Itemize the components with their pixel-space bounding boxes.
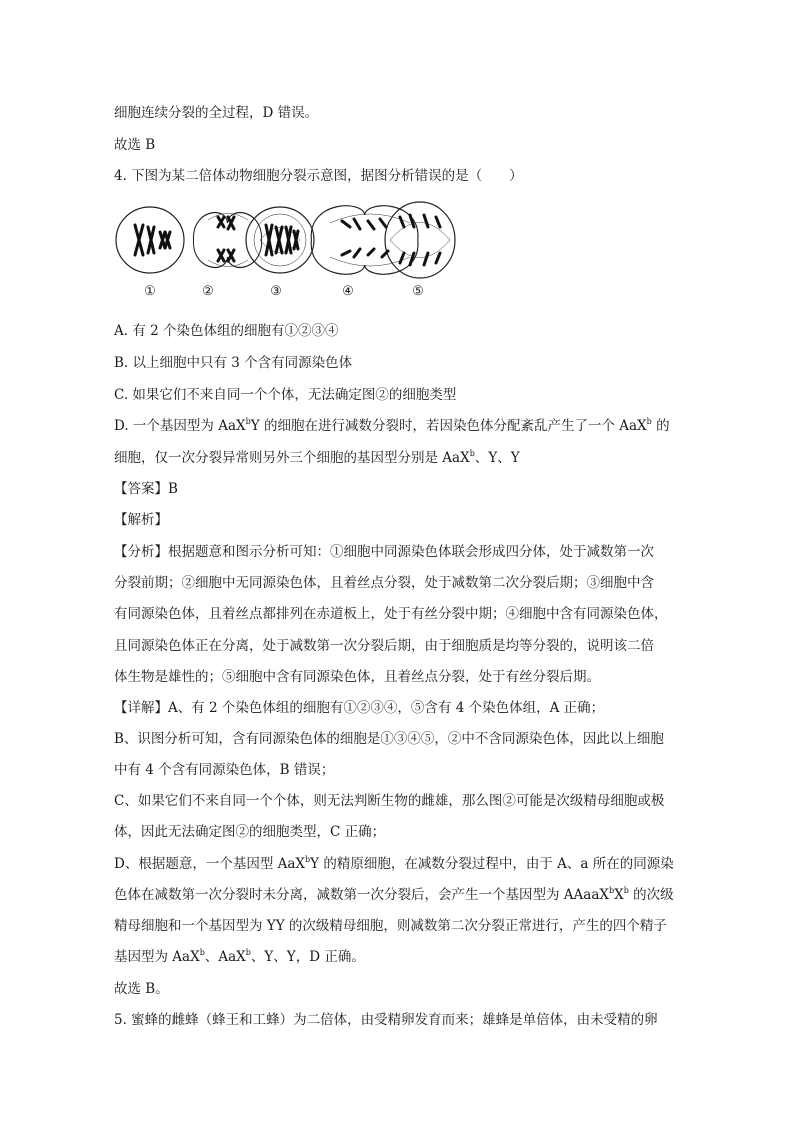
conclusion: 故选 B。	[114, 981, 169, 997]
text-line: 细胞连续分裂的全过程，D 错误。	[114, 105, 319, 121]
analysis-line: 分裂前期；②细胞中无同源染色体，且着丝点分裂，处于减数第二次分裂后期；③细胞中含	[114, 575, 654, 591]
figure-label-2: ②	[202, 284, 214, 299]
text-line: 故选 B	[114, 137, 156, 153]
analysis-heading: 【解析】	[114, 512, 168, 528]
analysis-line: 【分析】根据题意和图示分析可知：①细胞中同源染色体联会形成四分体，处于减数第一次	[114, 544, 654, 560]
analysis-line: 有同源染色体，且着丝点都排列在赤道板上，处于有丝分裂中期；④细胞中含有同源染色体，	[114, 606, 668, 622]
option-d-line-2: 细胞，仅一次分裂异常则另外三个细胞的基因型分别是 AaX$^b$、Y、Y	[114, 449, 520, 466]
figure-label-4: ④	[342, 284, 354, 299]
question-5-stem: 5. 蜜蜂的雌蜂（蜂王和工蜂）为二倍体，由受精卵发育而来；雄蜂是单倍体，由未受精的卵	[114, 1012, 658, 1028]
option-b: B. 以上细胞中只有 3 个含有同源染色体	[114, 355, 353, 371]
option-a: A. 有 2 个染色体组的细胞有①②③④	[114, 323, 339, 339]
detail-line: 体，因此无法确定图②的细胞类型，C 正确；	[114, 824, 386, 840]
figure-label-3: ③	[270, 284, 282, 299]
analysis-line: 且同源染色体正在分离，处于减数第一次分裂后期，由于细胞质是均等分裂的，说明该二倍	[114, 638, 654, 654]
analysis-line: 体生物是雄性的；⑤细胞中含有同源染色体，且着丝点分裂，处于有丝分裂后期。	[114, 669, 600, 685]
cell-4	[311, 206, 418, 274]
question-4-stem: 4. 下图为某二倍体动物细胞分裂示意图，据图分析错误的是（ ）	[114, 168, 523, 184]
detail-line: D、根据题意，一个基因型 AaX$^b$Y 的精原细胞，在减数分裂过程中，由于 A、a 所在的同源染	[114, 855, 674, 872]
figure-label-1: ①	[144, 284, 156, 299]
detail-line: 【详解】A、有 2 个染色体组的细胞有①②③④，⑤含有 4 个染色体组，A 正确；	[114, 700, 605, 716]
detail-line: 色体在减数第一次分裂时未分离，减数第一次分裂后，会产生一个基因型为 $AAaaX^bX^b$ 的次级	[114, 886, 674, 903]
detail-line: 精母细胞和一个基因型为 YY 的次级精母细胞，则减数第二次分裂正常进行，产生的四个精子	[114, 918, 667, 934]
option-c: C. 如果它们不来自同一个个体，无法确定图②的细胞类型	[114, 387, 457, 403]
option-d-line-1: D. 一个基因型为 AaX$^b$Y 的细胞在进行减数分裂时，若因染色体分配紊乱产生了一个 AaX$^b$ 的	[114, 417, 670, 434]
detail-line: 中有 4 个含有同源染色体，B 错误；	[114, 762, 335, 778]
detail-line: C、如果它们不来自同一个个体，则无法判断生物的雌雄，那么图②可能是次级精母细胞或极	[114, 793, 665, 809]
answer: 【答案】B	[114, 481, 178, 497]
figure-label-5: ⑤	[412, 284, 424, 299]
detail-line: B、识图分析可知，含有同源染色体的细胞是①③④⑤，②中不含同源染色体，因此以上细胞	[114, 731, 664, 747]
detail-line: 基因型为 AaX$^b$、AaX$^b$、Y、Y，D 正确。	[114, 948, 365, 965]
cell-5	[385, 202, 455, 278]
